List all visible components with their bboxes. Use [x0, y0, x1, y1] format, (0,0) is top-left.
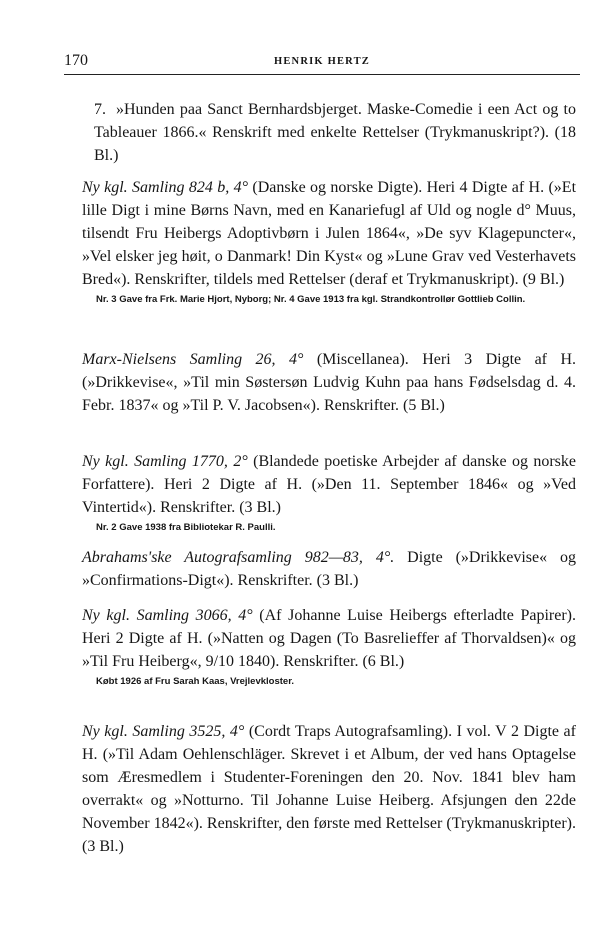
catalog-entry	[82, 450, 576, 535]
entry-number: 7.	[94, 101, 106, 118]
collection-name: Ny kgl. Samling 3066, 4°	[82, 607, 253, 624]
collection-name: Ny kgl. Samling 3525, 4°	[82, 723, 245, 740]
entry-text: (Blandede poetiske Arbejder af danske og norske Forfattere). Heri 2 Digte af H. (»Den 11. September 1846« og »Ved Vintertid«). Renskrifter. (3 Bl.)	[82, 453, 576, 516]
entry-text: (Af Johanne Luise Heibergs efterladte Papirer). Heri 2 Digte af H. (»Natten og Dagen (To Basrelieffer af Thorvaldsen)« og »Til Fru Heiberg«, 9/10 1840). Renskrifter. (6 Bl.)	[82, 607, 577, 670]
page-number: 170	[64, 52, 88, 69]
page-header	[64, 50, 580, 75]
catalog-entry	[82, 348, 576, 417]
running-head: HENRIK HERTZ	[273, 56, 370, 67]
collection-name: Ny kgl. Samling 824 b, 4°	[82, 179, 248, 196]
entry-text: Digte (»Drikkevise« og »Confirmations-Digt«). Renskrifter. (3 Bl.)	[82, 549, 577, 589]
collection-name: Marx-Nielsens Samling 26, 4°	[82, 351, 304, 368]
catalog-entry	[82, 720, 576, 858]
collection-name: Ny kgl. Samling 1770, 2°	[82, 453, 248, 470]
entry-text: (Danske og norske Digte). Heri 4 Digte af H. (»Et lille Digt i mine Børns Navn, med en Kanariefugl af Uld og nogle d° Muus, tilsendt Fru Heibergs Adoptivbørn i Julen 1864«, »De syv Klagepuncter«, »Vel elsker jeg høit, o Danmark! Din Kyst« og »Lune Grav ved Vesterhavets Bred«). Renskrifter, tildels med Rettelser (deraf et Trykmanuskript). (9 Bl.)	[82, 179, 577, 288]
provenance-note: Nr. 2 Gave 1938 fra Bibliotekar R. Paulli.	[96, 522, 276, 533]
provenance-note: Nr. 3 Gave fra Frk. Marie Hjort, Nyborg; Nr. 4 Gave 1913 fra kgl. Strandkontrollør Gottlieb Collin.	[96, 294, 526, 305]
entry-text: (Cordt Traps Autografsamling). I vol. V 2 Digte af H. (»Til Adam Oehlenschläger. Skrevet i et Album, der ved hans Optagelse som Æresmedlem i Studenter-Foreningen den 20. Nov. 1841 blev ham overrakt« og »Notturno. Til Johanne Luise Heiberg. Afsjungen den 22de November 1842«). Renskrifter, den første med Rettelser (Trykmanuskripter). (3 Bl.)	[82, 723, 576, 855]
entry-text: »Hunden paa Sanct Bernhardsbjerget. Maske-Comedie i een Act og to Tableauer 1866.« Renskrift med enkelte Rettelser (Trykmanuskript?). (18 Bl.)	[94, 101, 576, 164]
provenance-note: Købt 1926 af Fru Sarah Kaas, Vrejlevkloster.	[96, 676, 295, 687]
entry-text: (Miscellanea). Heri 3 Digte af H. (»Drikkevise«, »Til min Søstersøn Ludvig Kuhn paa hans Fødselsdag d. 4. Febr. 1837« og »Til P. V. Jacobsen«). Renskrifter. (5 Bl.)	[82, 351, 576, 414]
catalog-entry	[94, 98, 576, 167]
catalog-entry	[82, 176, 576, 307]
catalog-entry	[82, 604, 576, 689]
collection-name: Abrahams'ske Autografsamling 982—83, 4°.	[82, 549, 395, 566]
catalog-entry	[82, 546, 576, 592]
